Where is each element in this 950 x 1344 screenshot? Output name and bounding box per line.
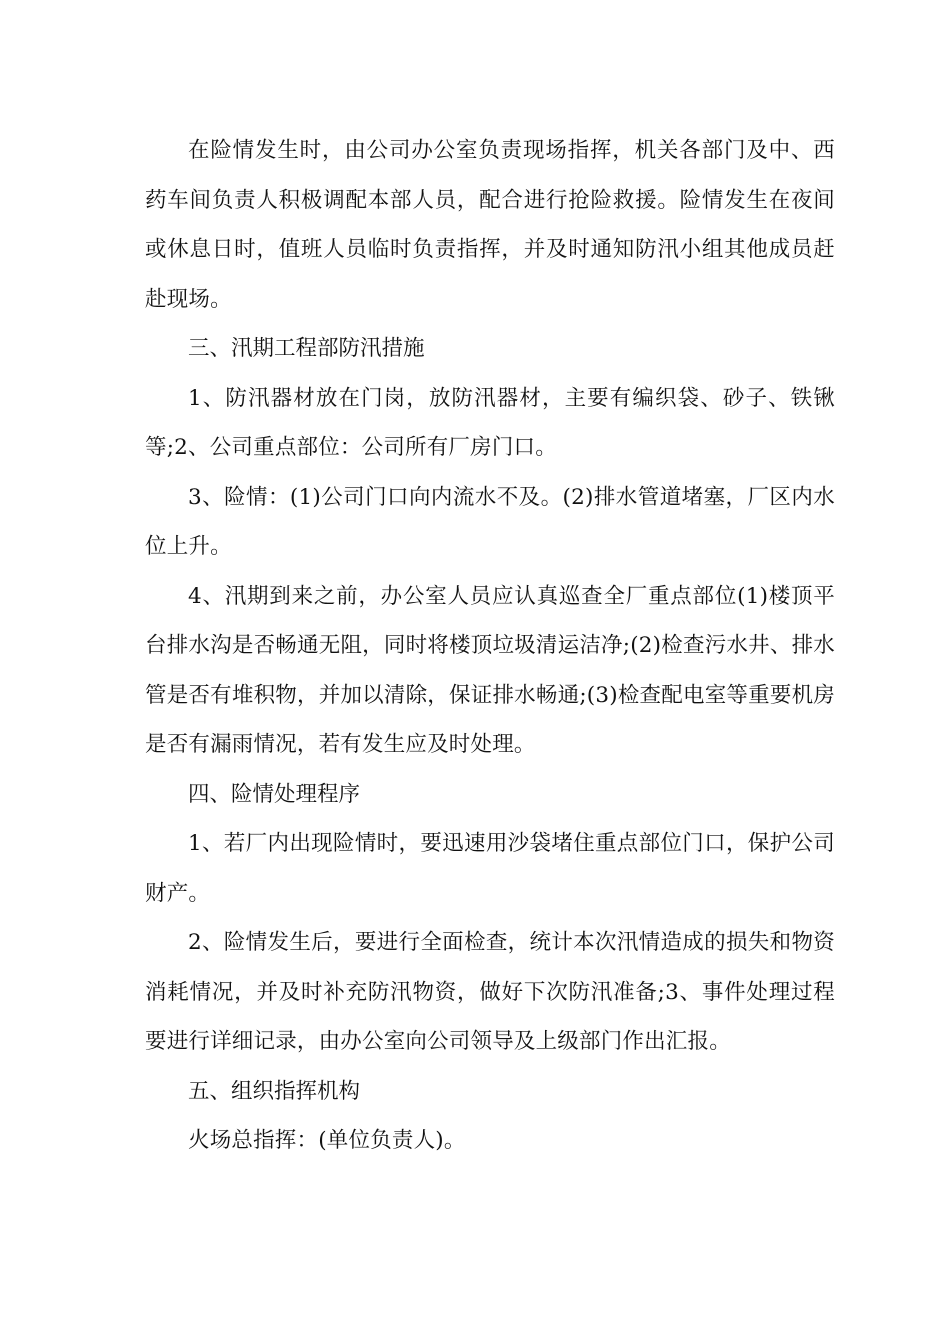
paragraph-emergency-command: 在险情发生时，由公司办公室负责现场指挥，机关各部门及中、西药车间负责人积极调配本部人员，配合进行抢险救援。险情发生在夜间或休息日时，值班人员临时负责指挥，并及时通知防汛小组其他成员赶赴现场。 bbox=[145, 138, 835, 312]
section-heading-hazard-procedure: 四、险情处理程序 bbox=[188, 781, 361, 807]
paragraph-hazard-conditions: 3、险情：(1)公司门口向内流水不及。(2)排水管道堵塞，厂区内水位上升。 bbox=[145, 484, 835, 559]
paragraph-sandbag-response: 1、若厂内出现险情时，要迅速用沙袋堵住重点部位门口，保护公司财产。 bbox=[145, 831, 835, 906]
paragraph-flood-equipment: 1、防汛器材放在门岗，放防汛器材，主要有编织袋、砂子、铁锹等;2、公司重点部位：公司所有厂房门口。 bbox=[145, 385, 835, 460]
section-heading-flood-measures: 三、汛期工程部防汛措施 bbox=[188, 336, 425, 361]
paragraph-post-hazard-inspection: 2、险情发生后，要进行全面检查，统计本次汛情造成的损失和物资消耗情况，并及时补充防汛物资，做好下次防汛准备;3、事件处理过程要进行详细记录，由办公室向公司领导及上级部门作出汇报。 bbox=[145, 930, 835, 1054]
document-body bbox=[145, 126, 835, 1166]
section-heading-command-structure: 五、组织指挥机构 bbox=[188, 1078, 361, 1104]
paragraph-fire-commander: 火场总指挥：(单位负责人)。 bbox=[188, 1128, 466, 1153]
paragraph-pre-flood-inspection: 4、汛期到来之前，办公室人员应认真巡查全厂重点部位(1)楼顶平台排水沟是否畅通无阻，同时将楼顶垃圾清运洁净;(2)检查污水井、排水管是否有堆积物，并加以清除，保证排水畅通;(3)检查配电室等重要机房是否有漏雨情况，若有发生应及时处理。 bbox=[145, 583, 835, 757]
